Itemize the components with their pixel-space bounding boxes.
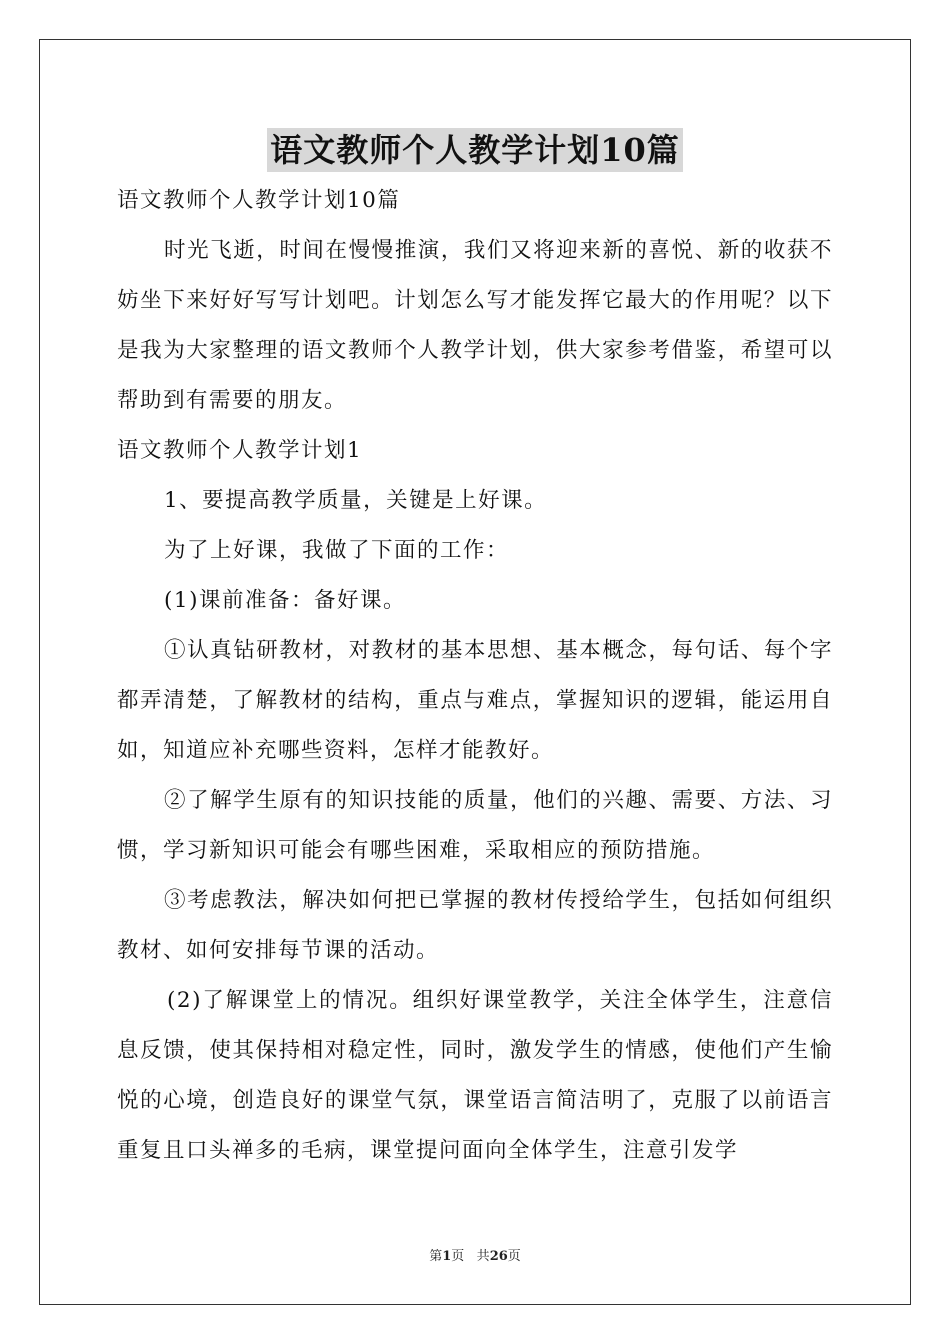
intro-paragraph: 时光飞逝，时间在慢慢推演，我们又将迎来新的喜悦、新的收获不妨坐下来好好写写计划吧。计划怎么写才能发挥它最大的作用呢？以下是我为大家整理的语文教师个人教学计划，供大家参考借鉴，希望可以帮助到有需要的朋友。 [117,238,833,413]
paragraph: ③考虑教法，解决如何把已掌握的教材传授给学生，包括如何组织教材、如何安排每节课的活动。 [117,888,833,963]
paragraph: 1、要提高教学质量，关键是上好课。 [164,488,548,513]
document-title: 语文教师个人教学计划10篇 [267,128,683,172]
paragraph: ②了解学生原有的知识技能的质量，他们的兴趣、需要、方法、习惯，学习新知识可能会有哪些困难，采取相应的预防措施。 [117,788,833,863]
total-pages: 26 [489,1249,508,1264]
page-footer [0,1245,950,1264]
paragraph: (2)了解课堂上的情况。组织好课堂教学，关注全体学生，注意信息反馈，使其保持相对稳定性，同时，激发学生的情感，使他们产生愉悦的心境，创造良好的课堂气氛，课堂语言简洁明了，克服了以前语言重复且口头禅多的毛病，课堂提问面向全体学生，注意引发学 [117,988,833,1163]
total-prefix: 共 [476,1249,490,1264]
subtitle-line: 语文教师个人教学计划10篇 [117,188,401,213]
page-prefix: 第 [429,1249,443,1264]
page-number: 1 [442,1249,452,1264]
page-suffix: 页 [451,1249,465,1264]
document-body [117,176,833,1176]
title-container [0,128,950,172]
paragraph: ①认真钻研教材，对教材的基本思想、基本概念，每句话、每个字都弄清楚，了解教材的结构，重点与难点，掌握知识的逻辑，能运用自如，知道应补充哪些资料，怎样才能教好。 [117,638,833,763]
total-suffix: 页 [507,1249,521,1264]
paragraph: 为了上好课，我做了下面的工作： [164,538,510,563]
paragraph: (1)课前准备：备好课。 [164,588,406,613]
section-heading: 语文教师个人教学计划1 [117,438,363,463]
